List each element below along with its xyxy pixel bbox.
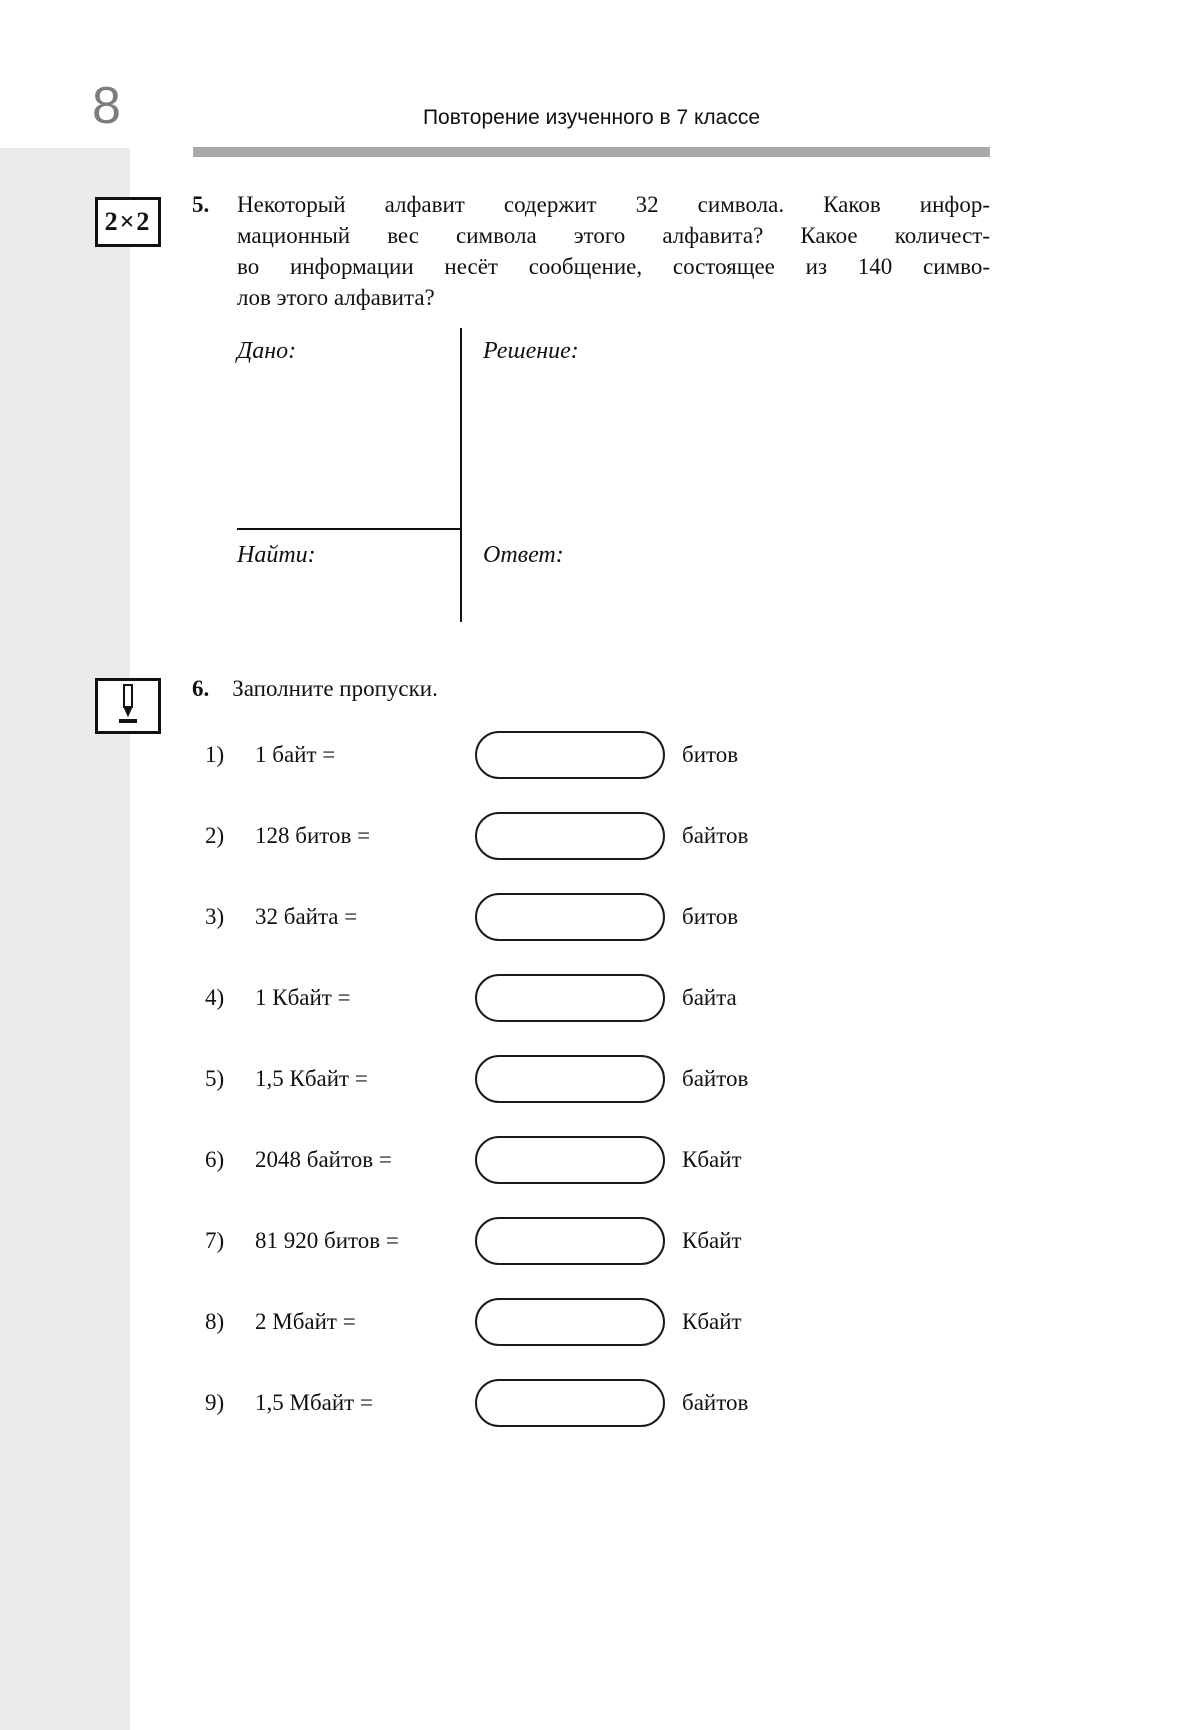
answer-blank[interactable]: [475, 1217, 665, 1265]
given-label: Дано:: [237, 338, 297, 364]
item-unit: байтов: [682, 823, 749, 848]
page-number: 8: [92, 77, 121, 135]
item-unit: Кбайт: [682, 1309, 742, 1334]
item-left-text: 32 байта =: [255, 904, 358, 929]
answer-blank[interactable]: [475, 1298, 665, 1346]
answer-blank[interactable]: [475, 1136, 665, 1184]
page-header: Повторение изученного в 7 классе: [422, 106, 761, 129]
task-5-line: Некоторый алфавит содержит 32 символа. Каков инфор-: [237, 192, 990, 217]
item-number: 2): [205, 823, 225, 848]
list-item: [0, 1055, 1200, 1103]
list-item: [0, 1136, 1200, 1184]
answer-blank[interactable]: [475, 1055, 665, 1103]
task-5-line: мационный вес символа этого алфавита? Какое количест-: [237, 223, 990, 248]
item-left-text: 81 920 битов =: [255, 1228, 399, 1253]
item-left-text: 128 битов =: [255, 823, 371, 848]
item-number: 3): [205, 904, 225, 929]
item-unit: байта: [682, 985, 737, 1010]
task-5-line: лов этого алфавита?: [237, 285, 435, 310]
horizontal-divider: [237, 528, 460, 530]
list-item: [0, 731, 1200, 779]
item-unit: битов: [682, 904, 739, 929]
list-item: [0, 974, 1200, 1022]
item-left-text: 1,5 Мбайт =: [255, 1390, 373, 1415]
task-5-line: во информации несёт сообщение, состоящее из 140 симво-: [237, 254, 990, 279]
list-item: [0, 1379, 1200, 1427]
item-unit: Кбайт: [682, 1228, 742, 1253]
pencil-icon: [112, 683, 144, 730]
solution-label: Решение:: [483, 338, 579, 364]
item-left-text: 1,5 Кбайт =: [255, 1066, 368, 1091]
given-solution-block: [237, 332, 797, 632]
item-left-text: 1 байт =: [255, 742, 336, 767]
item-left-text: 1 Кбайт =: [255, 985, 351, 1010]
item-number: 5): [205, 1066, 225, 1091]
answer-label: Ответ:: [483, 542, 564, 568]
task-6-number: 6.: [192, 676, 210, 701]
vertical-divider: [460, 328, 462, 622]
task-5: [192, 189, 990, 313]
task-5-text: [237, 189, 990, 313]
answer-blank[interactable]: [475, 1379, 665, 1427]
item-unit: байтов: [682, 1390, 749, 1415]
header-rule: [193, 147, 990, 157]
list-item: [0, 893, 1200, 941]
item-number: 7): [205, 1228, 225, 1253]
fill-in-list: [0, 731, 1200, 1460]
writing-task-box: [95, 678, 161, 734]
item-number: 4): [205, 985, 225, 1010]
item-number: 8): [205, 1309, 225, 1334]
item-unit: Кбайт: [682, 1147, 742, 1172]
item-number: 1): [205, 742, 225, 767]
item-number: 9): [205, 1390, 225, 1415]
answer-blank[interactable]: [475, 893, 665, 941]
list-item: [0, 812, 1200, 860]
task-6: [192, 676, 438, 702]
task-6-title: Заполните пропуски.: [232, 676, 438, 701]
task-5-number: 5.: [192, 192, 210, 217]
list-item: [0, 1298, 1200, 1346]
answer-blank[interactable]: [475, 974, 665, 1022]
item-left-text: 2048 байтов =: [255, 1147, 392, 1172]
list-item: [0, 1217, 1200, 1265]
item-unit: байтов: [682, 1066, 749, 1091]
answer-blank[interactable]: [475, 812, 665, 860]
calculation-task-icon: 2×2: [95, 197, 161, 247]
item-number: 6): [205, 1147, 225, 1172]
item-left-text: 2 Мбайт =: [255, 1309, 356, 1334]
find-label: Найти:: [237, 542, 316, 568]
item-unit: битов: [682, 742, 739, 767]
answer-blank[interactable]: [475, 731, 665, 779]
